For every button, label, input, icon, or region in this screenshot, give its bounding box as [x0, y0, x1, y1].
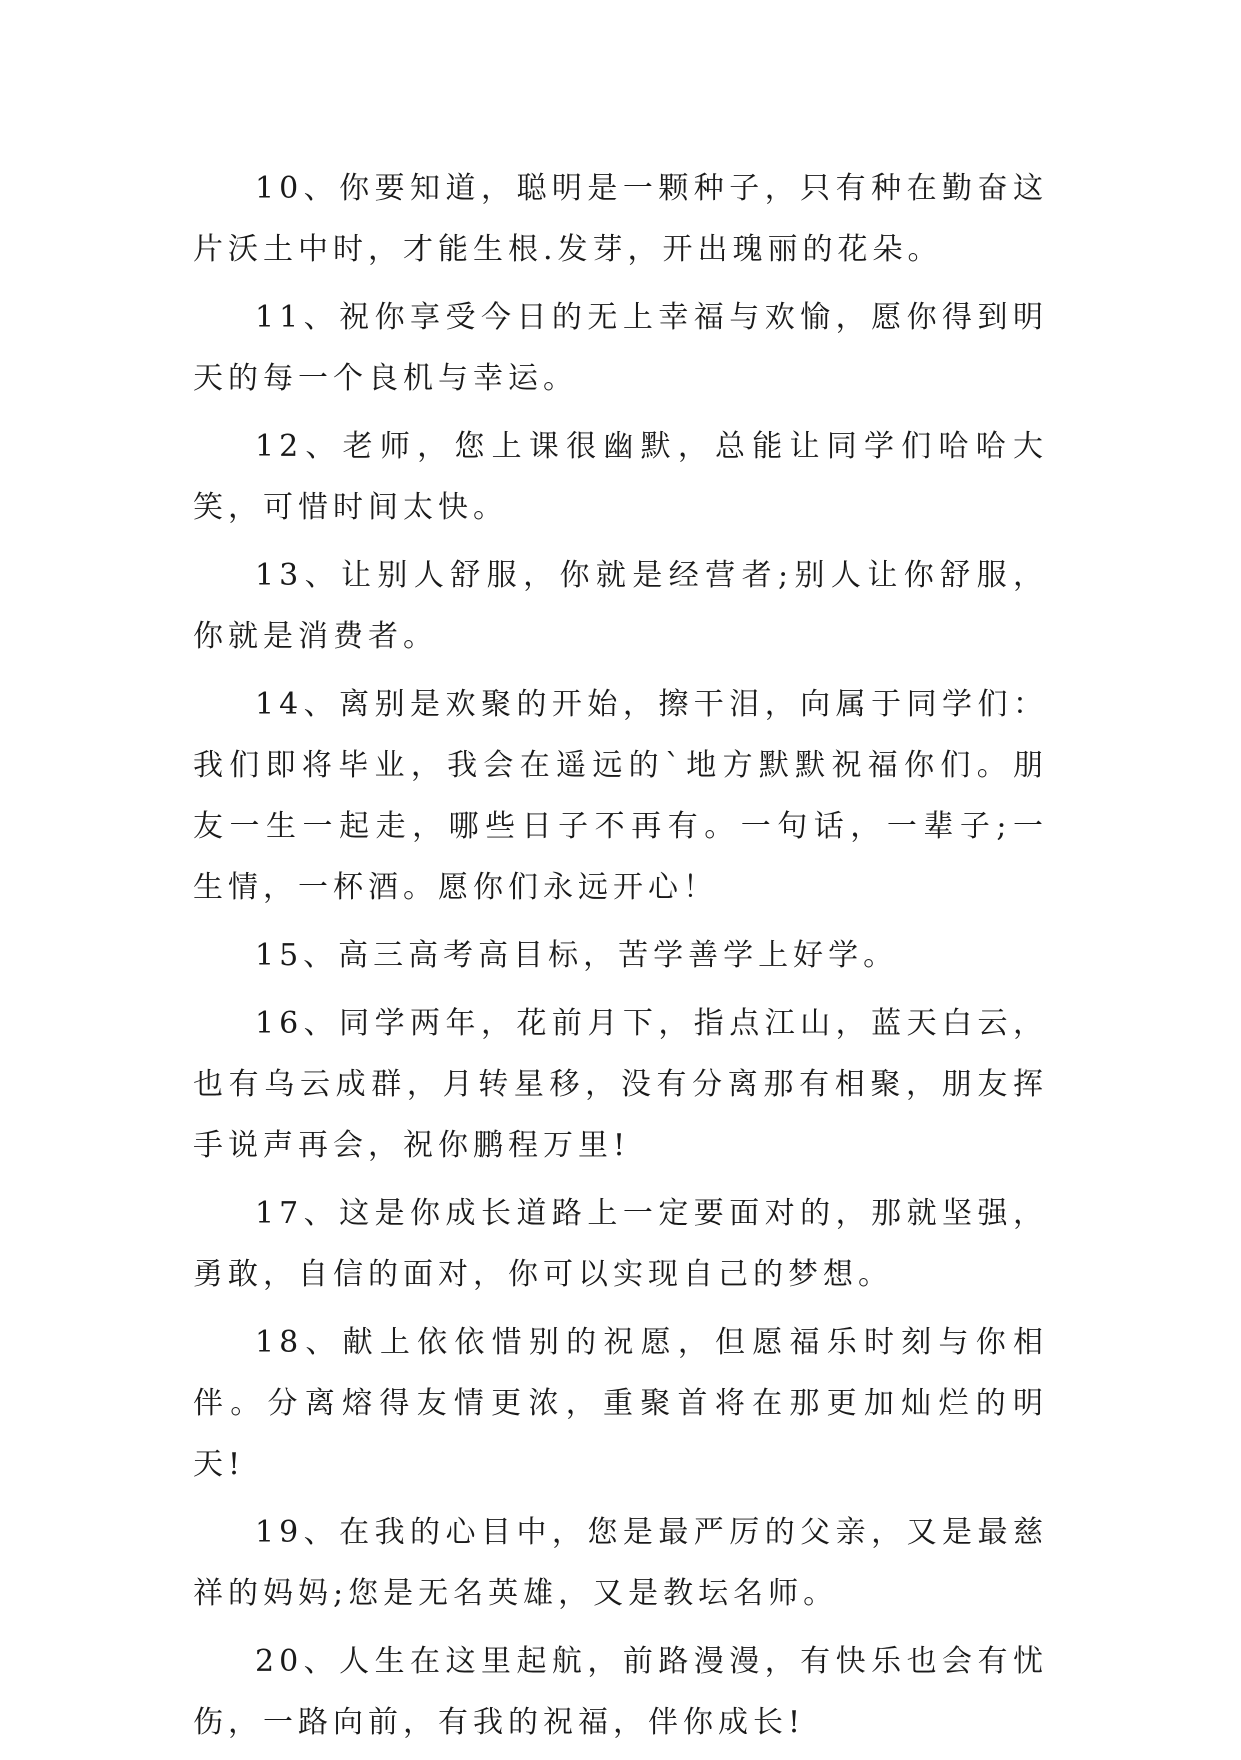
document-body	[193, 158, 1048, 1760]
paragraph-10: 10、你要知道，聪明是一颗种子，只有种在勤奋这片沃土中时，才能生根.发芽，开出瑰丽的花朵。	[193, 171, 1048, 267]
paragraph-11: 11、祝你享受今日的无上幸福与欢愉，愿你得到明天的每一个良机与幸运。	[193, 300, 1048, 396]
paragraph-16: 16、同学两年，花前月下，指点江山，蓝天白云，也有乌云成群，月转星移，没有分离那有相聚，朋友挥手说声再会，祝你鹏程万里!	[193, 1006, 1048, 1163]
paragraph-14: 14、离别是欢聚的开始，擦干泪，向属于同学们：我们即将毕业，我会在遥远的`地方默默祝福你们。朋友一生一起走，哪些日子不再有。一句话，一辈子;一生情，一杯酒。愿你们永远开心！	[193, 687, 1048, 905]
paragraph-17: 17、这是你成长道路上一定要面对的，那就坚强，勇敢，自信的面对，你可以实现自己的梦想。	[193, 1196, 1048, 1292]
paragraph-12: 12、老师，您上课很幽默，总能让同学们哈哈大笑，可惜时间太快。	[193, 429, 1048, 525]
paragraph-13: 13、让别人舒服，你就是经营者;别人让你舒服，你就是消费者。	[193, 558, 1048, 654]
paragraph-20: 20、人生在这里起航，前路漫漫，有快乐也会有忧伤，一路向前，有我的祝福，伴你成长!	[193, 1644, 1048, 1740]
paragraph-15: 15、高三高考高目标，苦学善学上好学。	[255, 938, 899, 973]
paragraph-18: 18、献上依依惜别的祝愿，但愿福乐时刻与你相伴。分离熔得友情更浓，重聚首将在那更加灿烂的明天!	[193, 1325, 1048, 1482]
paragraph-19: 19、在我的心目中，您是最严厉的父亲，又是最慈祥的妈妈;您是无名英雄，又是教坛名师。	[193, 1515, 1048, 1611]
